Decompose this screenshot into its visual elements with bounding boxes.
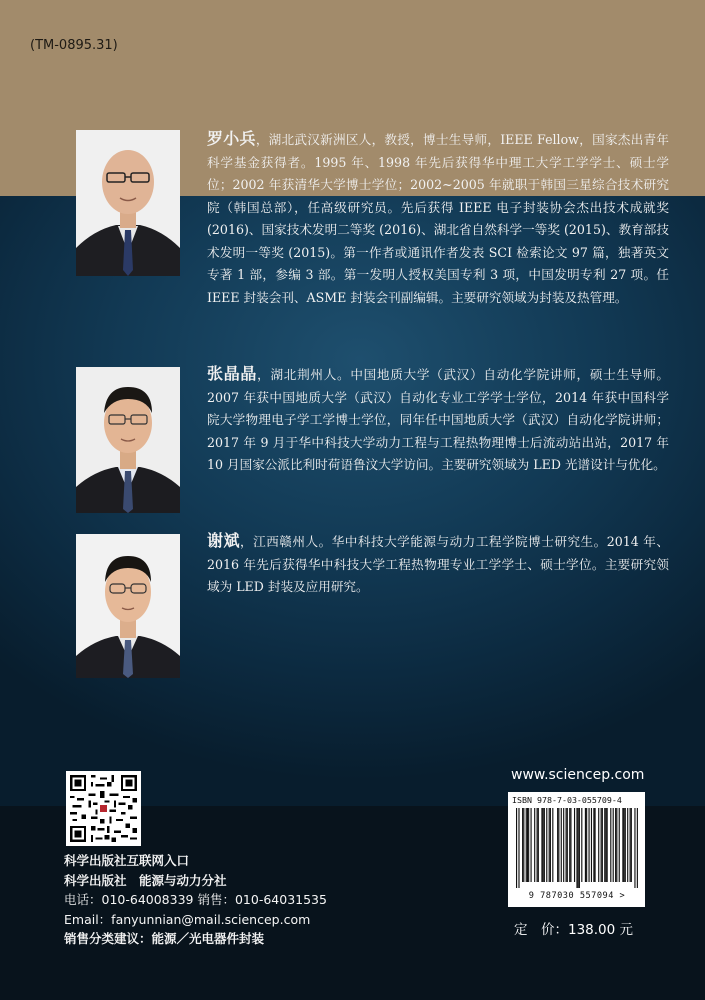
author-name: 罗小兵 xyxy=(207,129,256,148)
barcode-bar xyxy=(613,808,614,882)
barcode-bar xyxy=(616,808,617,882)
author-bio-xie xyxy=(207,530,669,599)
author-portrait-image xyxy=(76,367,180,513)
publisher-email: Email：fanyunnian@mail.sciencep.com xyxy=(64,911,311,927)
barcode-bar xyxy=(558,808,559,882)
barcode-bar xyxy=(588,808,589,882)
barcode-bar xyxy=(546,808,547,882)
qr-caption: 科学出版社互联网入口 xyxy=(64,853,190,868)
publisher-info xyxy=(64,851,327,949)
barcode-bar xyxy=(550,808,551,882)
barcode-bar xyxy=(601,808,602,882)
barcode-bar xyxy=(552,808,553,882)
barcode-bar xyxy=(518,808,519,888)
barcode-bar xyxy=(549,808,550,882)
barcode-bar xyxy=(631,808,632,882)
barcode-bar xyxy=(605,808,606,882)
barcode-bar xyxy=(567,808,568,882)
barcode-bar xyxy=(579,808,580,888)
author-bio-text: ，江西赣州人。华中科技大学能源与动力工程学院博士研究生。2014 年、2016 年先后获得华中科技大学工程热物理专业工学学士、硕士学位。主要研究领域为 LED 封装及应用研究。 xyxy=(207,534,669,594)
barcode-bar xyxy=(598,808,599,882)
barcode-bar xyxy=(619,808,620,882)
author-bio-text: ，湖北武汉新洲区人，教授，博士生导师，IEEE Fellow，国家杰出青年科学基金获得者。1995 年、1998 年先后获得华中理工大学工学学士、硕士学位；2002 年获清华大学博士学位；2002~2005 年就职于韩国三星综合技术研究院（韩国总部），任高级研究员。先后获得 IEEE 电子封装协会杰出技术成就奖 (2016)、国家技术发明二等奖 (2016)、湖北省自然科学一等奖 (2015)、教育部技术发明一等奖 (2015)。第一作者或通讯作者发表 SCI 检索论文 97 篇，独著英文专著 1 部，参编 3 部。第一发明人授权美国专利 3 项，中国发明专利 27 项。任 IEEE 封装会刊、ASME 封装会刊副编辑。主要研究领域为封装及热管理。 xyxy=(207,132,669,305)
classification-code: (TM-0895.31) xyxy=(30,38,118,53)
barcode-bar xyxy=(563,808,564,882)
barcode-bar xyxy=(541,808,542,882)
barcode-bar xyxy=(574,808,575,882)
barcode-bar xyxy=(595,808,596,882)
barcode-bar xyxy=(527,808,528,882)
barcode-bar xyxy=(522,808,523,882)
barcode-bar xyxy=(516,808,517,888)
barcode-bar xyxy=(604,808,605,882)
barcode-bar xyxy=(602,808,603,882)
author-photo-luo xyxy=(76,130,180,276)
barcode-bar xyxy=(570,808,571,882)
author-photo-zhang xyxy=(76,367,180,513)
barcode-bar xyxy=(615,808,616,882)
barcode-bar xyxy=(593,808,594,882)
author-name: 张晶晶 xyxy=(207,364,258,383)
author-portrait-image xyxy=(76,130,180,276)
isbn-digits: 9 787030 557094 > xyxy=(528,891,626,901)
barcode-bar xyxy=(561,808,562,882)
barcode-bar xyxy=(637,808,638,888)
barcode-bar xyxy=(576,808,577,888)
publisher-phone: 电话：010-64008339 销售：010-64031535 xyxy=(64,892,327,907)
barcode-bar xyxy=(634,808,635,888)
barcode-bar xyxy=(622,808,623,882)
barcode-bar xyxy=(585,808,586,882)
publisher-website: www.sciencep.com xyxy=(511,767,645,783)
barcode-bar xyxy=(625,808,626,882)
barcode-bar xyxy=(526,808,527,882)
barcode-bar xyxy=(557,808,558,882)
barcode-bar xyxy=(627,808,628,882)
barcode-bar xyxy=(534,808,535,882)
author-bio-luo xyxy=(207,128,669,309)
barcode-bar xyxy=(538,808,539,882)
sales-category: 销售分类建议：能源／光电器件封装 xyxy=(64,931,265,946)
barcode-bar xyxy=(581,808,582,882)
barcode-bar xyxy=(624,808,625,882)
qr-code-icon xyxy=(66,771,141,846)
author-bio-text: ，湖北荆州人。中国地质大学（武汉）自动化学院讲师，硕士生导师。2007 年获中国地质大学（武汉）自动化专业工学学士学位，2014 年获中国科学院大学物理电子学工学博士学位，同年任中国地质大学（武汉）自动化学院讲师；2017 年 9 月于华中科技大学动力工程与工程热物理博士后流动站出站，2017 年 10 月国家公派比利时荷语鲁汶大学访问。主要研究领域为 LED 光谱设计与优化。 xyxy=(207,367,669,472)
barcode-bar xyxy=(566,808,567,882)
barcode-bar xyxy=(523,808,524,882)
barcode-bar xyxy=(543,808,544,882)
author-name: 谢斌 xyxy=(207,531,241,550)
barcode-bar xyxy=(531,808,532,882)
book-price: 定 价：138.00 元 xyxy=(514,922,634,938)
isbn-barcode xyxy=(508,792,645,907)
author-photo-xie xyxy=(76,534,180,678)
barcode-bar xyxy=(544,808,545,882)
barcode-icon xyxy=(516,808,638,888)
isbn-number-top: ISBN 978-7-03-055709-4 xyxy=(512,795,622,805)
author-bio-zhang xyxy=(207,363,669,477)
barcode-bar xyxy=(586,808,587,882)
publisher-name: 科学出版社 能源与动力分社 xyxy=(64,872,227,888)
barcode-bar xyxy=(537,808,538,882)
barcode-bar xyxy=(569,808,570,882)
author-portrait-image xyxy=(76,534,180,678)
barcode-bar xyxy=(630,808,631,882)
barcode-bar xyxy=(528,808,529,882)
barcode-bar xyxy=(578,808,579,888)
barcode-bar xyxy=(610,808,611,882)
barcode-bar xyxy=(607,808,608,882)
barcode-bar xyxy=(591,808,592,882)
